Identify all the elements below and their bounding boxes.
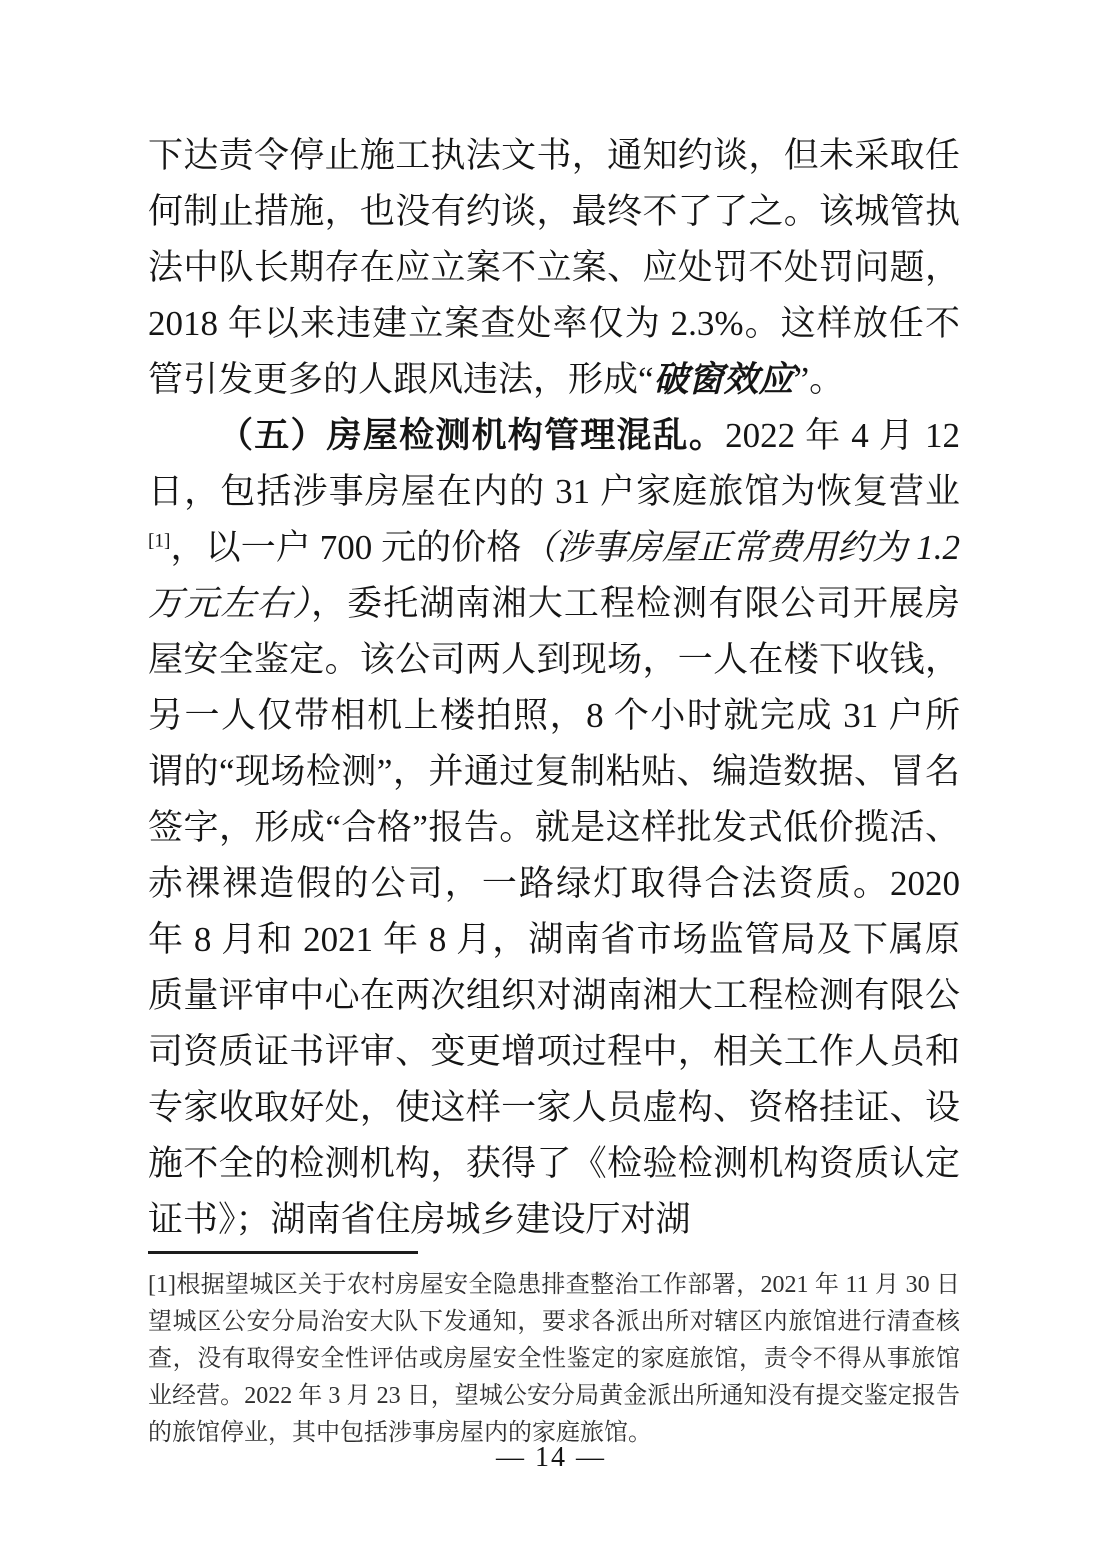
text-segment-kai: （涉事房屋正常费用约为 1.2 万元左右）: [148, 528, 960, 623]
body-paragraphs: [148, 128, 960, 1248]
page-number: — 14 —: [496, 1442, 606, 1473]
text-segment-normal: ，以一户 700 元的价格: [170, 528, 522, 567]
footnote-text: [1]根据望城区关于农村房屋安全隐患排查整治工作部署，2021 年 11 月 30 日望城区公安分局治安大队下发通知，要求各派出所对辖区内旅馆进行清查核查，没有取得安全性评估或房屋安全性鉴定的家庭旅馆，责令不得从事旅馆业经营。2022 年 3 月 23 日，望城公安分局黄金派出所通知没有提交鉴定报告的旅馆停业，其中包括涉事房屋内的家庭旅馆。: [148, 1272, 960, 1446]
text-segment-normal: ，委托湖南湘大工程检测有限公司开展房屋安全鉴定。该公司两人到现场，一人在楼下收钱，另一人仅带相机上楼拍照，8 个小时就完成 31 户所谓的“现场检测”，并通过复制粘贴、编造数据、冒名签字，形成“合格”报告。就是这样批发式低价揽活、赤裸裸造假的公司，一路绿灯取得合法资质。2020 年 8 月和 2021 年 8 月，湖南省市场监管局及下属原质量评审中心在两次组织对湖南湘大工程检测有限公司资质证书评审、变更增项过程中，相关工作人员和专家收取好处，使这样一家人员虚构、资格挂证、设施不全的检测机构，获得了《检验检测机构资质认定证书》；湖南省住房城乡建设厅对湖: [148, 584, 960, 1239]
para-continuation: [148, 128, 960, 408]
text-segment-normal: 2022 年 4 月 12 日，包括涉事房屋在内的 31 户家庭旅馆为恢复营业: [148, 416, 960, 511]
footnote-section: [148, 1251, 960, 1452]
para-section-five: [148, 408, 960, 1248]
footnote-separator: [148, 1251, 418, 1254]
footnote-reference-marker: [1]: [148, 530, 171, 552]
text-segment-bold: （五）房屋检测机构管理混乱。: [218, 416, 726, 455]
text-segment-normal: ”。: [793, 360, 845, 399]
text-segment-normal: 下达责令停止施工执法文书，通知约谈，但未采取任何制止措施，也没有约谈，最终不了了之。该城管执法中队长期存在应立案不立案、应处罚不处罚问题，2018 年以来违建立案查处率仅为 2.3%。这样放任不管引发更多的人跟风违法，形成“: [148, 136, 960, 399]
text-segment-kai-bold: 破窗效应: [653, 360, 794, 399]
